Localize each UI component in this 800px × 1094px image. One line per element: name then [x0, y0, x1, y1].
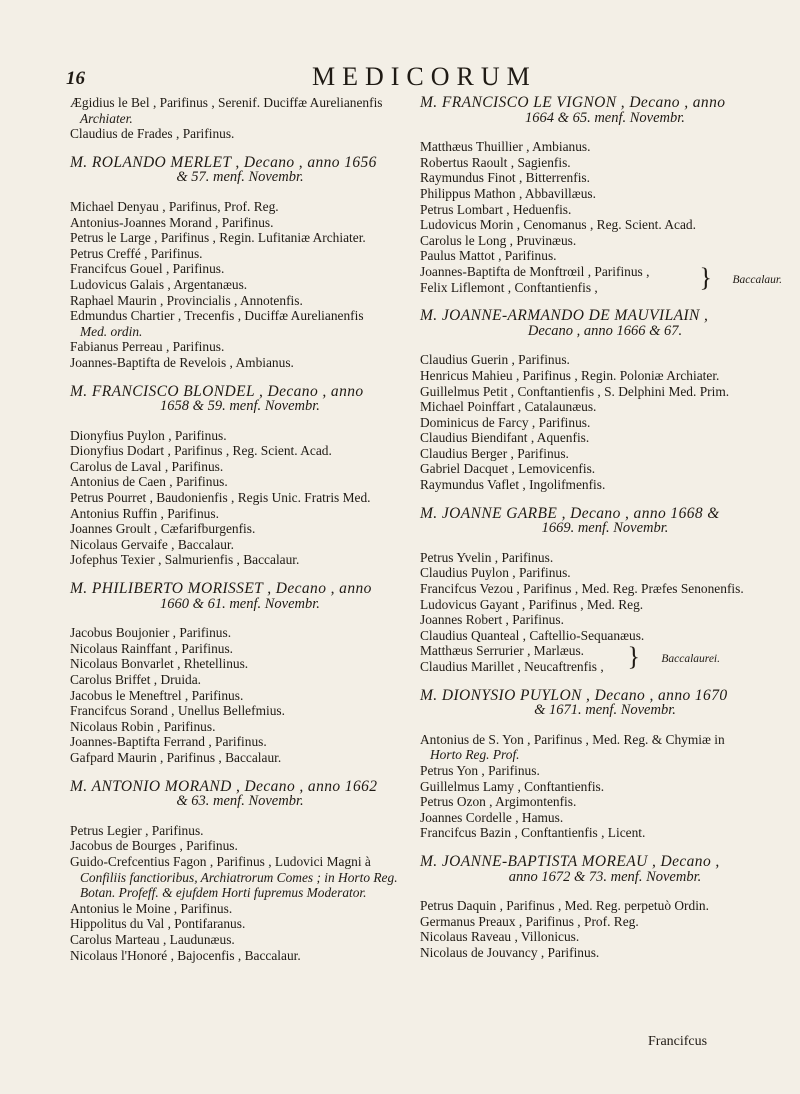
list-item: Petrus le Large , Parifinus , Regin. Lufitaniæ Archiater.: [70, 230, 366, 246]
dean-heading-4: M. ANTONIO MORAND , Decano , anno 1662: [70, 777, 378, 795]
list-item: Francifcus Bazin , Conftantienfis , Licent.: [420, 825, 646, 841]
list-item: Guillelmus Lamy , Conftantienfis.: [420, 778, 605, 794]
list-item: Hippolitus du Val , Pontifaranus.: [70, 916, 246, 932]
list-item: Carolus le Long , Pruvinæus.: [420, 232, 577, 248]
right-column: [420, 95, 790, 961]
list-item: Ludovicus Gayant , Parifinus , Med. Reg.: [420, 596, 644, 612]
graduates-list: [420, 550, 790, 675]
dean-heading-7: M. JOANNE GARBE , Decano , anno 1668 &: [420, 504, 720, 522]
list-item: Joannes-Baptifta Ferrand , Parifinus.: [70, 734, 267, 750]
list-item: Claudius Puylon , Parifinus.: [420, 565, 571, 581]
list-item: Raymundus Finot , Bitterrenfis.: [420, 170, 590, 186]
list-item: Jacobus de Bourges , Parifinus.: [70, 838, 238, 854]
list-item: Guido-Crefcentius Fagon , Parifinus , Ludovici Magni à: [70, 853, 371, 869]
list-item: Claudius Berger , Parifinus.: [420, 445, 569, 461]
list-item: Ludovicus Galais , Argentanæus.: [70, 276, 248, 292]
list-item: Botan. Profeff. & ejufdem Horti fupremus Moderator.: [80, 885, 367, 901]
list-item: Carolus de Laval , Parifinus.: [70, 458, 224, 474]
list-item: Matthæus Thuillier , Ambianus.: [420, 139, 591, 155]
bachelors-group: [420, 264, 790, 295]
list-item: Raphael Maurin , Provincialis , Annotenfis.: [70, 292, 303, 308]
dean-heading-6-sub: Decano , anno 1666 & 67.: [527, 322, 683, 339]
list-item: Petrus Yon , Parifinus.: [420, 762, 540, 778]
list-item: Confiliis fanctioribus, Archiatrorum Comes ; in Horto Reg.: [80, 869, 398, 885]
list-item: Med. ordin.: [80, 323, 143, 339]
list-item: Petrus Lombart , Heduenfis.: [420, 201, 572, 217]
graduates-list: [70, 823, 410, 963]
dean-heading-3: M. PHILIBERTO MORISSET , Decano , anno: [70, 580, 372, 598]
dean-heading-1-sub: & 57. menf. Novembr.: [176, 169, 304, 186]
brace-label: Baccalaur.: [732, 273, 782, 286]
list-item: Claudius Quanteal , Caftellio-Sequanæus.: [420, 627, 645, 643]
dean-heading-2: M. FRANCISCO BLONDEL , Decano , anno: [70, 382, 364, 400]
list-item: Joannes Cordelle , Hamus.: [420, 809, 564, 825]
list-item: Henricus Mahieu , Parifinus , Regin. Poloniæ Archiater.: [420, 367, 720, 383]
right-brace-icon: }: [627, 642, 640, 672]
dean-heading-2-sub: 1658 & 59. menf. Novembr.: [160, 398, 320, 415]
list-item: Matthæus Serrurier , Marlæus.: [420, 643, 585, 659]
list-item: Michael Denyau , Parifinus, Prof. Reg.: [70, 198, 279, 214]
list-item: Francifcus Gouel , Parifinus.: [70, 261, 225, 277]
list-item: Petrus Pourret , Baudonienfis , Regis Unic. Fratris Med.: [70, 490, 371, 506]
list-item: Robertus Raoult , Sagienfis.: [420, 154, 571, 170]
list-item: Antonius Ruffin , Parifinus.: [70, 505, 219, 521]
list-item: Antonius le Moine , Parifinus.: [70, 900, 233, 916]
list-item: Edmundus Chartier , Trecenfis , Duciffæ Aurelianenfis: [70, 308, 364, 324]
list-item: Nicolaus Raveau , Villonicus.: [420, 929, 580, 945]
list-item: Jofephus Texier , Salmurienfis , Baccalaur.: [70, 552, 300, 568]
page-number: 16: [66, 68, 85, 89]
list-item: Gabriel Dacquet , Lemovicenfis.: [420, 461, 596, 477]
graduates-list: [420, 139, 790, 295]
dean-heading-9-sub: anno 1672 & 73. menf. Novembr.: [508, 868, 702, 885]
dean-heading-4-sub: & 63. menf. Novembr.: [176, 793, 304, 810]
graduates-list: [420, 898, 790, 960]
running-title: MEDICORUM: [312, 62, 537, 91]
list-item: Paulus Mattot , Parifinus.: [420, 248, 557, 264]
list-item: Joannes-Baptifta de Revelois , Ambianus.: [70, 354, 294, 370]
list-item: Claudius Marillet , Neucaftrenfis ,: [420, 659, 604, 674]
bachelors-group: [420, 643, 790, 674]
right-brace-icon: }: [699, 262, 712, 292]
dean-heading-1: M. ROLANDO MERLET , Decano , anno 1656: [70, 153, 377, 171]
dean-heading-5: M. FRANCISCO LE VIGNON , Decano , anno: [420, 94, 726, 111]
list-item: Guillelmus Petit , Conftantienfis , S. Delphini Med. Prim.: [420, 383, 730, 399]
list-item: Petrus Ozon , Argimontenfis.: [420, 794, 577, 810]
list-item: Claudius Biendifant , Aquenfis.: [420, 430, 590, 446]
list-item: Michael Poinffart , Catalaunæus.: [420, 399, 597, 415]
brace-label: Baccalaurei.: [661, 653, 720, 666]
dean-heading-5-sub: 1664 & 65. menf. Novembr.: [525, 109, 685, 126]
left-pre-list: [70, 95, 410, 142]
list-item: Carolus Marteau , Laudunæus.: [70, 931, 235, 947]
list-item: Ægidius le Bel , Parifinus , Serenif. Duciffæ Aurelianenfis: [70, 95, 383, 110]
dean-heading-8-sub: & 1671. menf. Novembr.: [534, 702, 676, 719]
list-item: Francifcus Vezou , Parifinus , Med. Reg. Præfes Senonenfis.: [420, 581, 744, 597]
list-item: Carolus Briffet , Druida.: [70, 672, 202, 687]
list-item: Horto Reg. Prof.: [430, 747, 520, 763]
list-item: Joannes-Baptifta de Monftrœil , Parifinus ,: [420, 263, 650, 279]
list-item: Jacobus Boujonier , Parifinus.: [70, 625, 232, 641]
list-item: Germanus Preaux , Parifinus , Prof. Reg.: [420, 913, 639, 929]
list-item: Raymundus Vaflet , Ingolifmenfis.: [420, 477, 606, 493]
list-item: Fabianus Perreau , Parifinus.: [70, 339, 225, 355]
dean-heading-8: M. DIONYSIO PUYLON , Decano , anno 1670: [420, 686, 728, 704]
dean-heading-9: M. JOANNE-BAPTISTA MOREAU , Decano ,: [420, 852, 720, 870]
dean-heading-3-sub: 1660 & 61. menf. Novembr.: [160, 595, 320, 612]
list-item: Claudius Guerin , Parifinus.: [420, 352, 570, 368]
list-item: Dionyfius Puylon , Parifinus.: [70, 427, 227, 443]
dean-heading-6: M. JOANNE-ARMANDO DE MAUVILAIN ,: [420, 307, 709, 325]
list-item: Claudius de Frades , Parifinus.: [70, 126, 235, 142]
list-item: Petrus Yvelin , Parifinus.: [420, 549, 554, 565]
list-item: Petrus Creffé , Parifinus.: [70, 245, 203, 261]
list-item: Gafpard Maurin , Parifinus , Baccalaur.: [70, 749, 282, 765]
list-item: Nicolaus Rainffant , Parifinus.: [70, 640, 234, 656]
graduates-list: [420, 732, 790, 841]
list-item: Antonius de S. Yon , Parifinus , Med. Reg. & Chymiæ in: [420, 731, 725, 747]
list-item: Archiater.: [80, 110, 133, 126]
dean-heading-7-sub: 1669. menf. Novembr.: [541, 520, 669, 537]
list-item: Philippus Mathon , Abbavillæus.: [420, 185, 596, 201]
list-item: Nicolaus Bonvarlet , Rhetellinus.: [70, 656, 249, 672]
list-item: Dominicus de Farcy , Parifinus.: [420, 414, 591, 430]
list-item: Joannes Robert , Parifinus.: [420, 612, 564, 628]
left-column: [70, 95, 410, 963]
list-item: Petrus Daquin , Parifinus , Med. Reg. perpetuò Ordin.: [420, 898, 709, 914]
graduates-list: [70, 199, 410, 371]
list-item: Ludovicus Morin , Cenomanus , Reg. Scient. Acad.: [420, 217, 696, 233]
list-item: Antonius de Caen , Parifinus.: [70, 474, 228, 490]
graduates-list: [420, 352, 790, 492]
list-item: Joannes Groult , Cæfarifburgenfis.: [70, 521, 256, 537]
list-item: Petrus Legier , Parifinus.: [70, 822, 204, 838]
list-item: Nicolaus Robin , Parifinus.: [70, 718, 216, 734]
list-item: Dionyfius Dodart , Parifinus , Reg. Scient. Acad.: [70, 443, 332, 459]
graduates-list: [70, 625, 410, 765]
list-item: Antonius-Joannes Morand , Parifinus.: [70, 214, 274, 230]
list-item: Felix Liflemont , Conftantienfis ,: [420, 279, 598, 295]
list-item: Nicolaus Gervaife , Baccalaur.: [70, 536, 234, 552]
list-item: Francifcus Sorand , Unellus Bellefmius.: [70, 703, 285, 719]
catchword: Francifcus: [648, 1034, 708, 1049]
list-item: Jacobus le Meneftrel , Parifinus.: [70, 687, 244, 703]
list-item: Nicolaus l'Honoré , Bajocenfis , Baccalaur.: [70, 947, 301, 963]
list-item: Nicolaus de Jouvancy , Parifinus.: [420, 944, 600, 960]
graduates-list: [70, 428, 410, 568]
